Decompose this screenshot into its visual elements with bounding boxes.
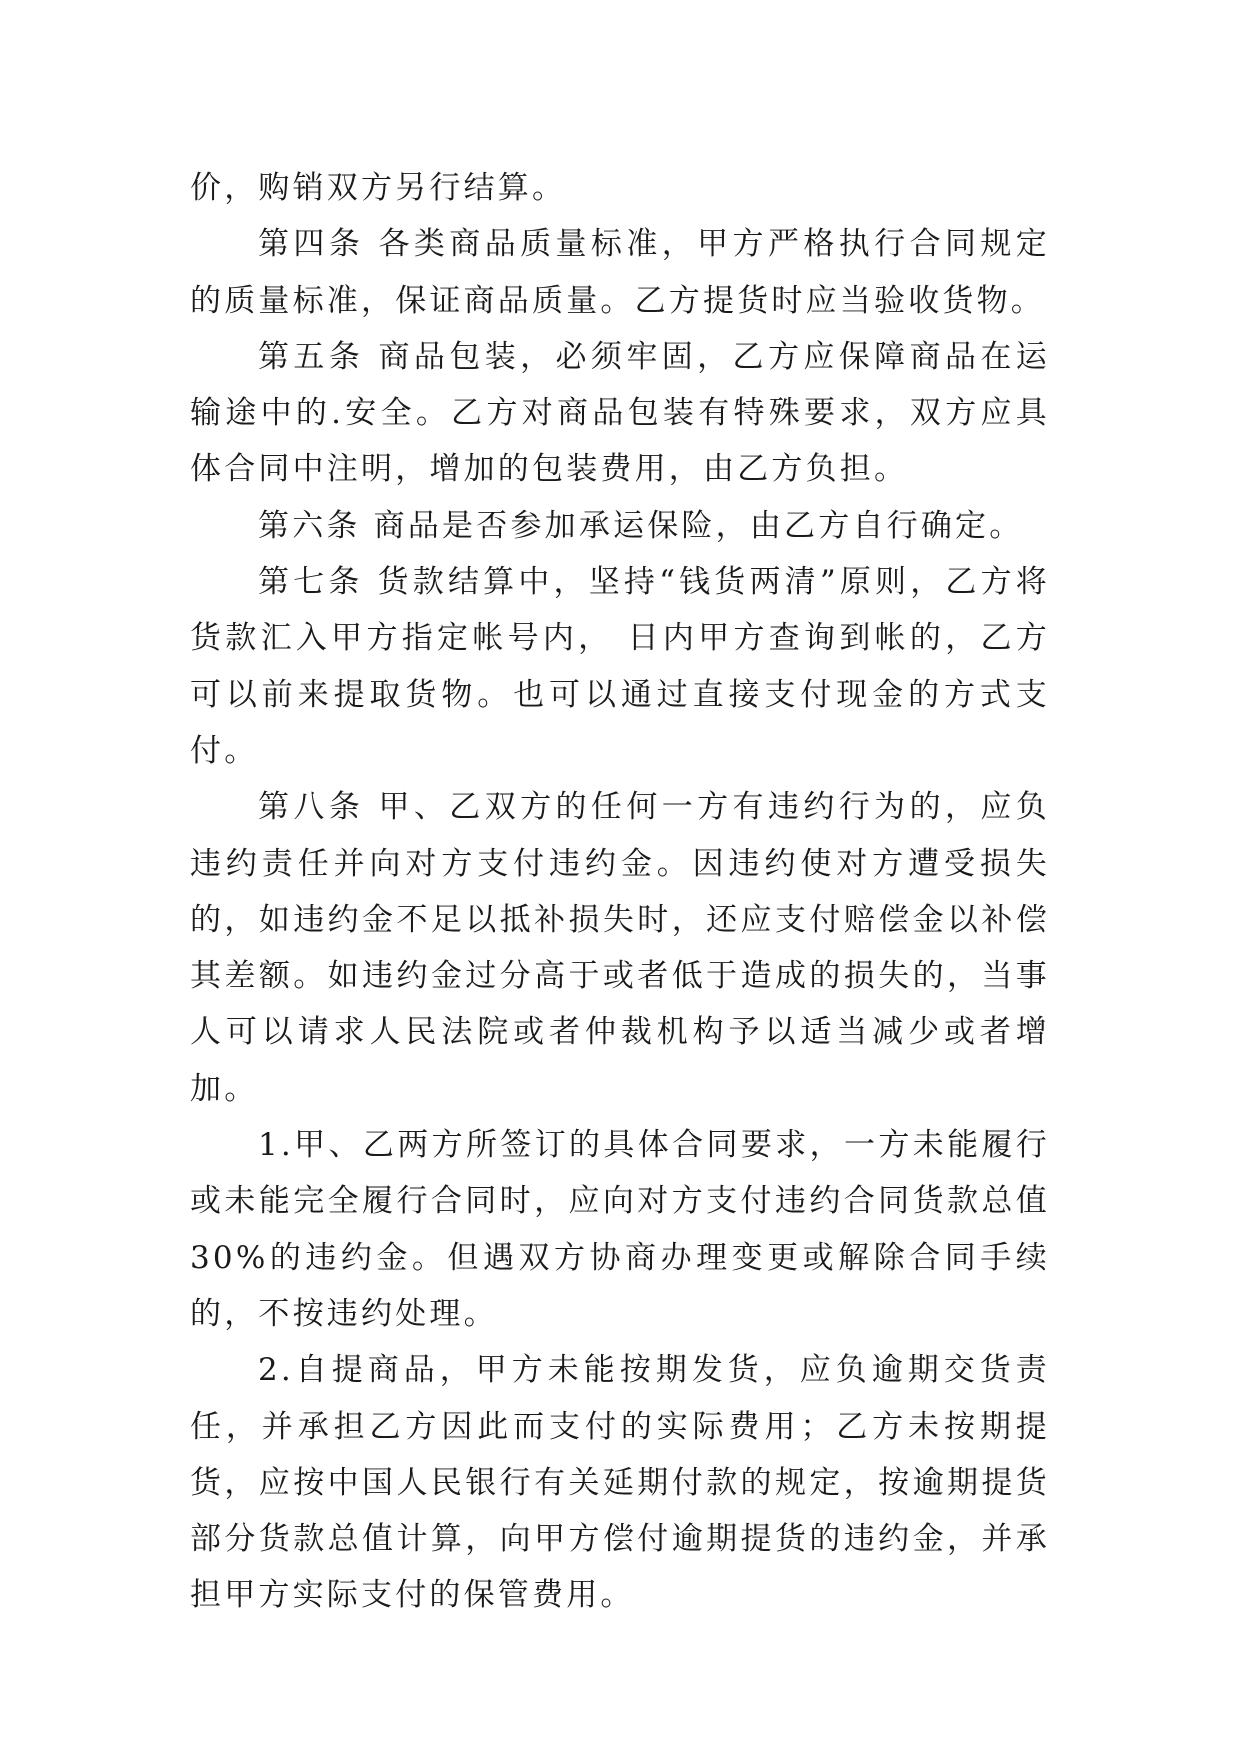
paragraph-article-5: 第五条 商品包装，必须牢固，乙方应保障商品在运输途中的.安全。乙方对商品包装有特殊要求，双方应具体合同中注明，增加的包装费用，由乙方负担。 bbox=[190, 338, 1050, 488]
paragraph-article-6: 第六条 商品是否参加承运保险，由乙方自行确定。 bbox=[258, 507, 1024, 544]
paragraph-article-4: 第四条 各类商品质量标准，甲方严格执行合同规定的质量标准，保证商品质量。乙方提货时应当验收货物。 bbox=[190, 226, 1050, 319]
paragraph-article-8: 第八条 甲、乙双方的任何一方有违约行为的，应负违约责任并向对方支付违约金。因违约使对方遭受损失的，如违约金不足以抵补损失时，还应支付赔偿金以补偿其差额。如违约金过分高于或者低于造成的损失的，当事人可以请求人民法院或者仲裁机构予以适当减少或者增加。 bbox=[190, 789, 1050, 1107]
paragraph-item-2: 2.自提商品，甲方未能按期发货，应负逾期交货责任，并承担乙方因此而支付的实际费用；乙方未按期提货，应按中国人民银行有关延期付款的规定，按逾期提货部分货款总值计算，向甲方偿付逾期提货的违约金，并承担甲方实际支付的保管费用。 bbox=[190, 1352, 1050, 1614]
document-body bbox=[190, 160, 1050, 1624]
paragraph-article-7: 第七条 货款结算中，坚持“钱货两清”原则，乙方将货款汇入甲方指定帐号内， 日内甲方查询到帐的，乙方可以前来提取货物。也可以通过直接支付现金的方式支付。 bbox=[190, 564, 1050, 769]
paragraph-continuation: 价，购销双方另行结算。 bbox=[190, 170, 567, 206]
paragraph-item-1: 1.甲、乙两方所签订的具体合同要求，一方未能履行或未能完全履行合同时，应向对方支付违约合同货款总值30%的违约金。但遇双方协商办理变更或解除合同手续的，不按违约处理。 bbox=[190, 1127, 1050, 1332]
